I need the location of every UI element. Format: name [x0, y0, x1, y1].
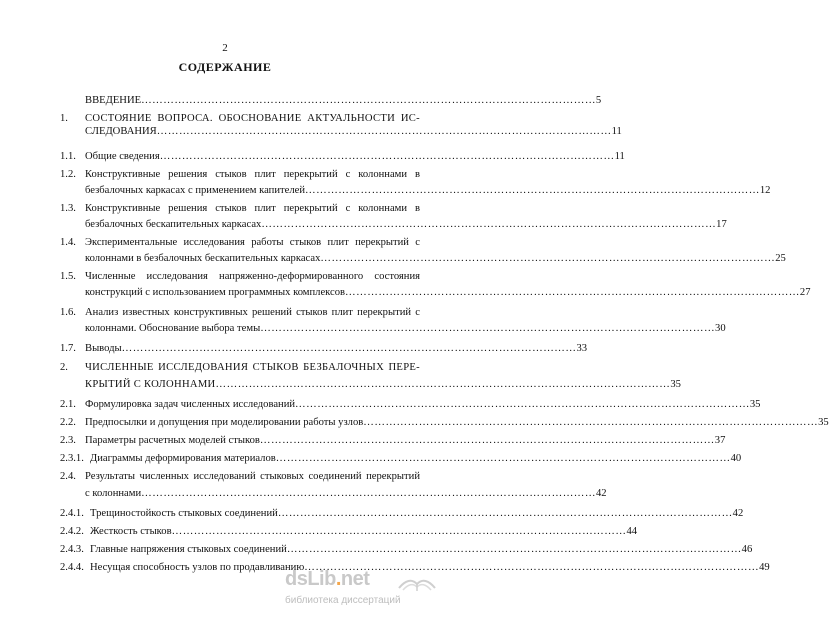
toc-entry-number: 2.4.4.	[60, 562, 84, 573]
toc-leader: ……………………………………………………………………………………………………………	[141, 95, 596, 106]
toc-entry-text: Выводы	[85, 343, 122, 354]
toc-page-number: 35	[749, 399, 761, 410]
toc-entry-text: Конструктивные решения стыков плит перекрытий с колоннами в	[85, 203, 420, 214]
toc-entry-text: Общие сведения	[85, 151, 160, 162]
toc-entry-text: Несущая способность узлов по продавливанию	[90, 562, 305, 573]
toc-entry-text: Предпосылки и допущения при моделировании работы узлов	[85, 417, 364, 428]
toc-leader: ……………………………………………………………………………………………………………	[363, 417, 819, 428]
toc-entry-text: Диаграммы деформирования материалов	[90, 453, 276, 464]
toc-page-number: 44	[626, 526, 638, 537]
toc-entry-text: безбалочных каркасах с применением капителей	[85, 185, 306, 196]
toc-entry-number: 1.	[60, 113, 68, 124]
toc-entry-text: КРЫТИЙ С КОЛОННАМИ	[85, 379, 216, 390]
toc-leader: ……………………………………………………………………………………………………………	[260, 323, 716, 334]
toc-entry-text: Конструктивные решения стыков плит перекрытий с колоннами в	[85, 169, 420, 180]
page-number: 2	[222, 42, 228, 54]
dslib-subtitle: библиотека диссертаций	[285, 595, 401, 606]
toc-entry-text: Результаты численных исследований стыковых соединений перекрытий	[85, 471, 420, 482]
toc-entry-number: 2.4.3.	[60, 544, 84, 555]
toc-entry-number: 2.	[60, 362, 68, 373]
toc-leader: ……………………………………………………………………………………………………………	[304, 562, 760, 573]
toc-entry-text: Жесткость стыков	[90, 526, 172, 537]
toc-page-number: 35	[818, 417, 829, 428]
toc-entry-text: Параметры расчетных моделей стыков	[85, 435, 260, 446]
dslib-logo: dsLib.net	[285, 568, 370, 590]
toc-entry-number: 2.4.	[60, 471, 76, 482]
toc-entry-number: 2.3.	[60, 435, 76, 446]
toc-leader: ……………………………………………………………………………………………………………	[277, 508, 733, 519]
toc-page-number: 49	[759, 562, 770, 573]
toc-entry-number: 1.5.	[60, 271, 76, 282]
toc-leader: ……………………………………………………………………………………………………………	[261, 219, 717, 230]
toc-title: СОДЕРЖАНИЕ	[178, 60, 272, 74]
toc-leader: ……………………………………………………………………………………………………………	[215, 379, 671, 390]
toc-leader: ……………………………………………………………………………………………………………	[141, 488, 596, 499]
toc-leader: ……………………………………………………………………………………………………………	[295, 399, 750, 410]
toc-page-number: 37	[714, 435, 726, 446]
toc-entry-number: 1.4.	[60, 237, 76, 248]
toc-entry-number: 1.2.	[60, 169, 76, 180]
toc-page-number: 42	[732, 508, 744, 519]
toc-entry-number: 1.6.	[60, 307, 76, 318]
toc-page-number: 17	[716, 219, 727, 230]
toc-entry-text: Главные напряжения стыковых соединений	[90, 544, 287, 555]
toc-leader: ……………………………………………………………………………………………………………	[305, 185, 760, 196]
toc-entry-text: Численные исследования напряженно-деформированного состояния	[85, 271, 420, 282]
toc-leader: ……………………………………………………………………………………………………………	[156, 126, 612, 137]
toc-entry-text: СОСТОЯНИЕ ВОПРОСА. ОБОСНОВАНИЕ АКТУАЛЬНОСТИ ИС-	[85, 113, 420, 124]
toc-leader: ……………………………………………………………………………………………………………	[320, 253, 776, 264]
toc-entry-number: 1.7.	[60, 343, 76, 354]
toc-entry-number: 1.3.	[60, 203, 76, 214]
toc-entry-text: конструкций с использованием программных комплексов	[85, 287, 346, 298]
toc-entry-text: колоннами в безбалочных бескапительных каркасах	[85, 253, 321, 264]
toc-entry-number: 2.1.	[60, 399, 76, 410]
toc-entry-text: Анализ известных конструктивных решений стыков плит перекрытий с	[85, 307, 420, 318]
toc-leader: ……………………………………………………………………………………………………………	[121, 343, 577, 354]
toc-page-number: 42	[595, 488, 607, 499]
toc-entry-text: безбалочных бескапительных каркасах	[85, 219, 262, 230]
toc-page-number: 40	[730, 453, 742, 464]
toc-entry-number: 2.4.1.	[60, 508, 84, 519]
toc-page-number: 25	[775, 253, 786, 264]
toc-page-number: 11	[614, 151, 625, 162]
toc-page-number: 11	[611, 126, 622, 137]
dslib-watermark[interactable]	[285, 568, 445, 612]
toc-entry-text: Трещиностойкость стыковых соединений	[90, 508, 278, 519]
toc-entry-text: колоннами. Обоснование выбора темы	[85, 323, 261, 334]
toc-entry-number: 2.4.2.	[60, 526, 84, 537]
open-book-icon	[395, 570, 439, 592]
toc-leader: ……………………………………………………………………………………………………………	[286, 544, 742, 555]
toc-entry-text: Экспериментальные исследования работы стыков плит перекрытий с	[85, 237, 420, 248]
toc-page-number: 46	[741, 544, 753, 555]
toc-entry-text: ВВЕДЕНИЕ	[85, 95, 142, 106]
toc-page-number: 12	[759, 185, 771, 196]
toc-leader: ……………………………………………………………………………………………………………	[275, 453, 731, 464]
toc-page-number: 35	[670, 379, 681, 390]
toc-entry-text: с колоннами	[85, 488, 142, 499]
toc-leader: ……………………………………………………………………………………………………………	[171, 526, 627, 537]
toc-entry-number: 1.1.	[60, 151, 76, 162]
toc-entry-text: ЧИСЛЕННЫЕ ИССЛЕДОВАНИЯ СТЫКОВ БЕЗБАЛОЧНЫХ ПЕРЕ-	[85, 362, 420, 373]
toc-leader: ……………………………………………………………………………………………………………	[259, 435, 715, 446]
toc-page-number: 33	[576, 343, 588, 354]
toc-page-number: 27	[799, 287, 811, 298]
toc-entry-text: Формулировка задач численных исследований	[85, 399, 296, 410]
toc-leader: ……………………………………………………………………………………………………………	[159, 151, 615, 162]
toc-entry-number: 2.2.	[60, 417, 76, 428]
toc-entry-text: СЛЕДОВАНИЯ	[85, 126, 157, 137]
toc-leader: ……………………………………………………………………………………………………………	[345, 287, 800, 298]
toc-page-number: 5	[595, 95, 602, 106]
toc-entry-number: 2.3.1.	[60, 453, 84, 464]
toc-page-number: 30	[715, 323, 726, 334]
